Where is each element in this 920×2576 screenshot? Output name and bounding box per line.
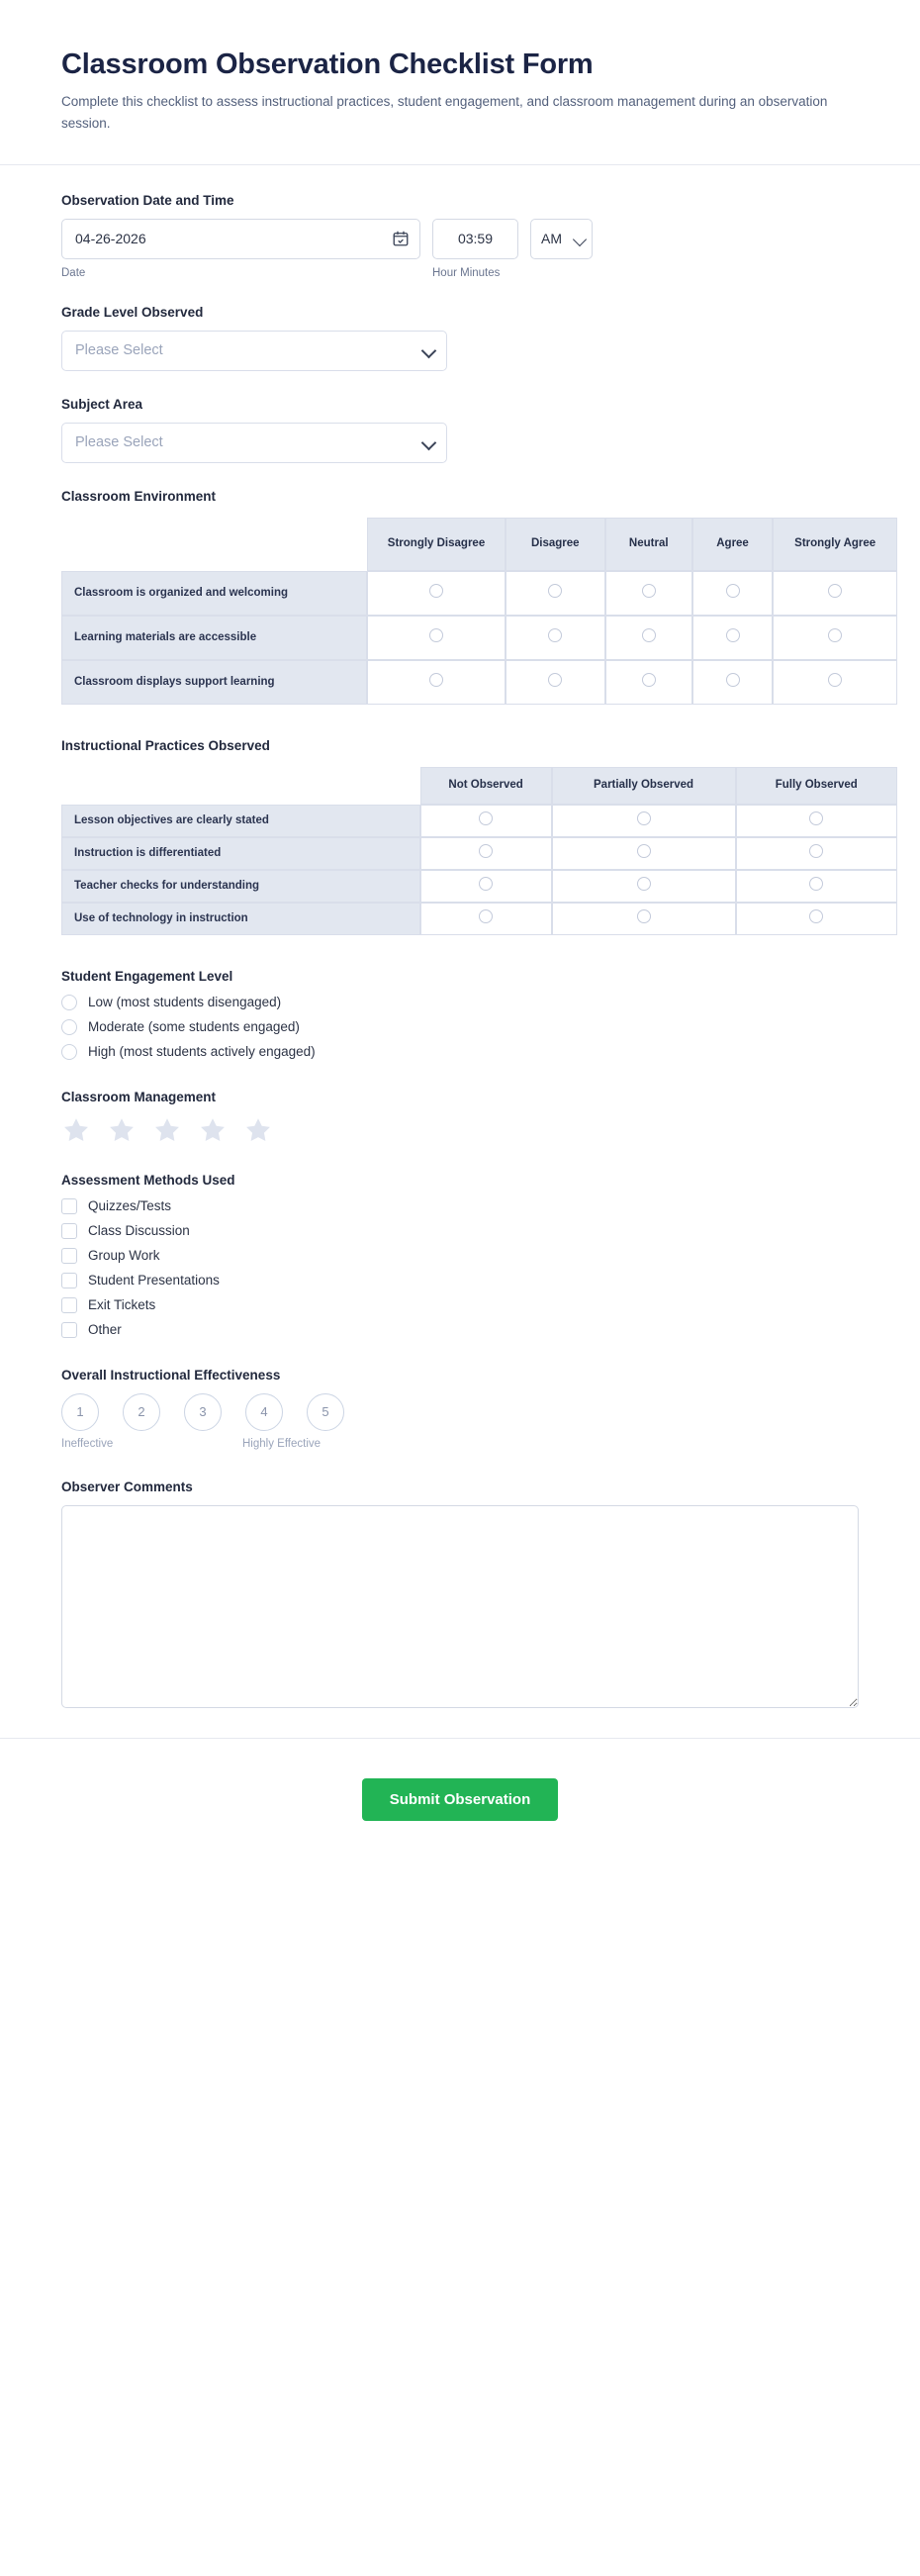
- matrix-corner-cell: [61, 767, 420, 805]
- checkbox-option-label: Quizzes/Tests: [88, 1198, 172, 1214]
- matrix-row-label: Lesson objectives are clearly stated: [61, 805, 420, 837]
- matrix-radio-cell[interactable]: [773, 616, 897, 660]
- matrix-corner-cell: [61, 518, 367, 571]
- scale-option-3[interactable]: 3: [184, 1393, 222, 1431]
- time-input[interactable]: [432, 219, 518, 259]
- matrix-column-header: Strongly Agree: [773, 518, 897, 571]
- matrix-radio-cell[interactable]: [692, 616, 774, 660]
- classroom-environment-label: Classroom Environment: [61, 488, 217, 504]
- matrix-body: [61, 571, 897, 705]
- scale-option-2[interactable]: 2: [123, 1393, 160, 1431]
- table-row: [61, 805, 897, 837]
- radio-icon[interactable]: [726, 673, 740, 687]
- page-title: Classroom Observation Checklist Form: [61, 48, 594, 80]
- date-sublabel: Date: [61, 266, 86, 279]
- radio-icon[interactable]: [828, 673, 842, 687]
- assessment-methods-options: [61, 1198, 859, 1338]
- field-observer-comments: [61, 1479, 859, 1708]
- radio-icon[interactable]: [637, 811, 651, 825]
- checkbox-option-exit-tickets[interactable]: [61, 1297, 859, 1313]
- field-student-engagement: [61, 969, 859, 1060]
- radio-icon[interactable]: [548, 673, 562, 687]
- matrix-radio-cell[interactable]: [736, 837, 898, 870]
- matrix-radio-cell[interactable]: [605, 660, 692, 705]
- checkbox-icon[interactable]: [61, 1273, 77, 1288]
- grade-level-select-wrap: [61, 331, 447, 371]
- matrix-radio-cell[interactable]: [506, 616, 605, 660]
- table-row: [61, 660, 897, 705]
- matrix-radio-cell[interactable]: [552, 805, 736, 837]
- scale-low-caption: Ineffective: [61, 1437, 114, 1450]
- table-row: [61, 870, 897, 903]
- matrix-head: [61, 767, 897, 805]
- student-engagement-options: [61, 995, 859, 1060]
- radio-icon[interactable]: [479, 877, 493, 891]
- classroom-management-label: Classroom Management: [61, 1089, 217, 1104]
- matrix-header-row: [61, 767, 897, 805]
- radio-icon[interactable]: [642, 673, 656, 687]
- matrix-radio-cell[interactable]: [552, 870, 736, 903]
- checkbox-icon[interactable]: [61, 1248, 77, 1264]
- radio-icon[interactable]: [61, 1044, 77, 1060]
- star-icon[interactable]: [107, 1115, 137, 1145]
- table-row: [61, 903, 897, 935]
- effectiveness-scale: [61, 1393, 859, 1431]
- radio-icon[interactable]: [479, 909, 493, 923]
- matrix-row-label: Classroom is organized and welcoming: [61, 571, 367, 616]
- radio-option-low[interactable]: [61, 995, 859, 1010]
- matrix-column-header: Disagree: [506, 518, 605, 571]
- checkbox-option-label: Group Work: [88, 1248, 160, 1264]
- time-sublabel: Hour Minutes: [432, 266, 501, 279]
- matrix-radio-cell[interactable]: [420, 805, 552, 837]
- student-engagement-label: Student Engagement Level: [61, 968, 233, 984]
- radio-icon[interactable]: [61, 995, 77, 1010]
- checkbox-option-label: Class Discussion: [88, 1223, 190, 1239]
- matrix-radio-cell[interactable]: [736, 870, 898, 903]
- table-row: [61, 837, 897, 870]
- effectiveness-captions: [61, 1438, 378, 1450]
- radio-icon[interactable]: [479, 811, 493, 825]
- radio-icon[interactable]: [548, 584, 562, 598]
- classroom-environment-matrix: [61, 518, 897, 705]
- radio-icon[interactable]: [637, 877, 651, 891]
- radio-option-label: Moderate (some students engaged): [88, 1019, 300, 1035]
- checkbox-option-other[interactable]: [61, 1322, 859, 1338]
- field-classroom-environment: [61, 488, 876, 705]
- star-icon[interactable]: [152, 1115, 182, 1145]
- matrix-column-header: Fully Observed: [736, 767, 898, 805]
- matrix-radio-cell[interactable]: [605, 571, 692, 616]
- matrix-radio-cell[interactable]: [773, 571, 897, 616]
- matrix-column-header: Strongly Disagree: [367, 518, 506, 571]
- assessment-methods-label: Assessment Methods Used: [61, 1172, 235, 1188]
- date-input-wrap: [61, 219, 420, 259]
- star-rating: [61, 1115, 859, 1145]
- matrix-radio-cell[interactable]: [552, 837, 736, 870]
- radio-icon[interactable]: [726, 584, 740, 598]
- field-classroom-management: [61, 1090, 859, 1145]
- matrix-radio-cell[interactable]: [420, 870, 552, 903]
- radio-icon[interactable]: [637, 909, 651, 923]
- radio-option-high[interactable]: [61, 1044, 859, 1060]
- field-subject-area: [61, 397, 859, 463]
- matrix-radio-cell[interactable]: [692, 660, 774, 705]
- matrix-column-header: Agree: [692, 518, 774, 571]
- instructional-practices-matrix: [61, 767, 897, 935]
- matrix-row-label: Classroom displays support learning: [61, 660, 367, 705]
- radio-icon[interactable]: [642, 584, 656, 598]
- matrix-radio-cell[interactable]: [420, 903, 552, 935]
- ampm-select-wrap: [530, 219, 593, 259]
- star-icon[interactable]: [243, 1115, 273, 1145]
- radio-option-label: Low (most students disengaged): [88, 995, 282, 1010]
- matrix-radio-cell[interactable]: [506, 571, 605, 616]
- matrix-radio-cell[interactable]: [736, 805, 898, 837]
- datetime-sublabels: [61, 267, 859, 279]
- radio-option-moderate[interactable]: [61, 1019, 859, 1035]
- subject-area-select-wrap: [61, 423, 447, 463]
- matrix-radio-cell[interactable]: [367, 616, 506, 660]
- field-overall-effectiveness: [61, 1368, 859, 1450]
- matrix-radio-cell[interactable]: [692, 571, 774, 616]
- checkbox-option-group-work[interactable]: [61, 1248, 859, 1264]
- checkbox-icon[interactable]: [61, 1297, 77, 1313]
- observation-datetime-label: Observation Date and Time: [61, 192, 234, 208]
- checkbox-icon[interactable]: [61, 1322, 77, 1338]
- checkbox-option-student-presentations[interactable]: [61, 1273, 859, 1288]
- grade-level-select[interactable]: [61, 331, 447, 371]
- scale-option-5[interactable]: 5: [307, 1393, 344, 1431]
- radio-icon[interactable]: [726, 628, 740, 642]
- field-assessment-methods: [61, 1173, 859, 1338]
- matrix-column-header: Neutral: [605, 518, 692, 571]
- matrix-column-header: Not Observed: [420, 767, 552, 805]
- field-instructional-practices: [61, 738, 859, 935]
- matrix-radio-cell[interactable]: [420, 837, 552, 870]
- checkbox-option-quizzes-tests[interactable]: [61, 1198, 859, 1214]
- scale-high-caption: Highly Effective: [242, 1437, 322, 1450]
- matrix-row-label: Instruction is differentiated: [61, 837, 420, 870]
- matrix-row-label: Use of technology in instruction: [61, 903, 420, 935]
- matrix-row-label: Teacher checks for understanding: [61, 870, 420, 903]
- matrix-radio-cell[interactable]: [605, 616, 692, 660]
- radio-icon[interactable]: [809, 909, 823, 923]
- radio-icon[interactable]: [429, 628, 443, 642]
- table-row: [61, 616, 897, 660]
- table-row: [61, 571, 897, 616]
- radio-icon[interactable]: [828, 584, 842, 598]
- date-input[interactable]: [61, 219, 420, 259]
- checkbox-option-class-discussion[interactable]: [61, 1223, 859, 1239]
- radio-icon[interactable]: [548, 628, 562, 642]
- overall-effectiveness-label: Overall Instructional Effectiveness: [61, 1367, 281, 1383]
- radio-icon[interactable]: [479, 844, 493, 858]
- matrix-radio-cell[interactable]: [367, 660, 506, 705]
- matrix-column-header: Partially Observed: [552, 767, 736, 805]
- checkbox-option-label: Student Presentations: [88, 1273, 220, 1288]
- field-observation-datetime: [61, 193, 859, 279]
- checkbox-option-label: Other: [88, 1322, 122, 1338]
- instructional-practices-label: Instructional Practices Observed: [61, 737, 270, 753]
- matrix-radio-cell[interactable]: [773, 660, 897, 705]
- subject-area-label: Subject Area: [61, 396, 143, 412]
- scale-option-4[interactable]: 4: [245, 1393, 283, 1431]
- radio-option-label: High (most students actively engaged): [88, 1044, 316, 1060]
- star-icon[interactable]: [198, 1115, 228, 1145]
- checkbox-option-label: Exit Tickets: [88, 1297, 156, 1313]
- page-subtitle: Complete this checklist to assess instructional practices, student engagement, and classroom management during an observation session.: [61, 94, 828, 132]
- datetime-input-row: [61, 219, 859, 259]
- scale-option-1[interactable]: 1: [61, 1393, 99, 1431]
- form-footer: [0, 1738, 920, 1876]
- matrix-row-label: Learning materials are accessible: [61, 616, 367, 660]
- radio-icon[interactable]: [429, 673, 443, 687]
- form-header: [0, 0, 920, 165]
- matrix-radio-cell[interactable]: [552, 903, 736, 935]
- star-icon[interactable]: [61, 1115, 91, 1145]
- ampm-select[interactable]: [530, 219, 593, 259]
- field-grade-level: [61, 305, 859, 371]
- radio-icon[interactable]: [637, 844, 651, 858]
- radio-icon[interactable]: [61, 1019, 77, 1035]
- matrix-head: [61, 518, 897, 571]
- submit-observation-button[interactable]: Submit Observation: [362, 1778, 559, 1821]
- form-body: [0, 165, 920, 1708]
- radio-icon[interactable]: [429, 584, 443, 598]
- matrix-radio-cell[interactable]: [506, 660, 605, 705]
- observer-comments-textarea[interactable]: [61, 1505, 859, 1708]
- radio-icon[interactable]: [809, 877, 823, 891]
- observer-comments-label: Observer Comments: [61, 1479, 193, 1494]
- checkbox-icon[interactable]: [61, 1198, 77, 1214]
- matrix-radio-cell[interactable]: [367, 571, 506, 616]
- radio-icon[interactable]: [809, 811, 823, 825]
- radio-icon[interactable]: [828, 628, 842, 642]
- matrix-body: [61, 805, 897, 935]
- grade-level-label: Grade Level Observed: [61, 304, 204, 320]
- subject-area-select[interactable]: [61, 423, 447, 463]
- matrix-header-row: [61, 518, 897, 571]
- radio-icon[interactable]: [809, 844, 823, 858]
- matrix-radio-cell[interactable]: [736, 903, 898, 935]
- checkbox-icon[interactable]: [61, 1223, 77, 1239]
- radio-icon[interactable]: [642, 628, 656, 642]
